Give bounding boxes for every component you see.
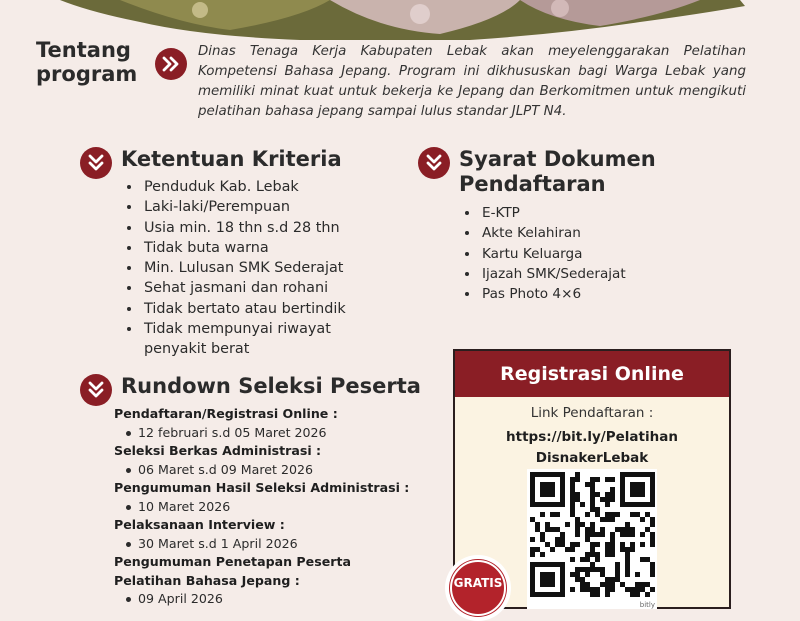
- list-item: • Min. Lulusan SMK Sederajat: [142, 258, 382, 278]
- gratis-badge-text: GRATIS: [450, 560, 506, 616]
- registration-link[interactable]: [455, 427, 729, 469]
- rundown-stage-name: Pengumuman Hasil Seleksi Administrasi :: [114, 480, 410, 495]
- chevron-down-icon: [80, 374, 112, 406]
- list-item: • Kartu Keluarga: [480, 244, 720, 264]
- rundown-stage-name: Pendaftaran/Registrasi Online :: [114, 406, 338, 421]
- qr-brand: bitly: [639, 601, 655, 609]
- rundown-stage-date: 06 Maret s.d 09 Maret 2026: [114, 461, 444, 480]
- rundown-title: Rundown Seleksi Peserta: [121, 374, 421, 398]
- about-title: Tentang program: [36, 38, 138, 86]
- list-item: • Penduduk Kab. Lebak: [142, 177, 382, 197]
- chevron-down-icon: [418, 147, 450, 179]
- header-photo-banner: [0, 0, 800, 42]
- list-item: • Tidak buta warna: [142, 238, 382, 258]
- list-item: • Ijazah SMK/Sederajat: [480, 264, 720, 284]
- rundown-list: [114, 405, 444, 609]
- list-item: • E-KTP: [480, 203, 720, 223]
- rundown-stage-date: 30 Maret s.d 1 April 2026: [114, 535, 444, 554]
- dokumen-title: Syarat Dokumen Pendaftaran: [459, 147, 656, 196]
- qr-code-icon: [527, 469, 657, 609]
- chevron-right-icon: [155, 48, 187, 80]
- list-item: • Tidak mempunyai riwayat penyakit berat: [142, 319, 382, 360]
- dokumen-list: [460, 203, 720, 304]
- list-item: • Pas Photo 4×6: [480, 284, 720, 304]
- rundown-stage-name: Pelaksanaan Interview :: [114, 517, 285, 532]
- kriteria-list: [122, 177, 382, 360]
- chevron-down-icon: [80, 147, 112, 179]
- rundown-stage-name: Seleksi Berkas Administrasi :: [114, 443, 322, 458]
- registration-link-line[interactable]: https://bit.ly/Pelatihan: [506, 429, 678, 445]
- list-item: • Tidak bertato atau bertindik: [142, 299, 382, 319]
- about-text: Dinas Tenaga Kerja Kabupaten Lebak akan meyelenggarakan Pelatihan Kompetensi Bahasa Jepang. Program ini dikhususkan bagi Warga Lebak yang memiliki minat kuat untuk bekerja ke Jepang dan Berkomitmen untuk mengikuti pelatihan bahasa jepang sampai lulus standar JLPT N4.: [198, 44, 746, 119]
- qr-code[interactable]: [527, 469, 657, 609]
- list-item: • Laki-laki/Perempuan: [142, 197, 382, 217]
- rundown-stage-date: 10 Maret 2026: [114, 498, 444, 517]
- list-item: • Usia min. 18 thn s.d 28 thn: [142, 218, 382, 238]
- rundown-stage-date: 09 April 2026: [114, 590, 444, 609]
- list-item: • Akte Kelahiran: [480, 223, 720, 243]
- rundown-stage-name: Pengumuman Penetapan Peserta Pelatihan Bahasa Jepang :: [114, 554, 351, 588]
- gratis-badge: [445, 555, 511, 621]
- registration-title: Registrasi Online: [455, 351, 729, 397]
- registration-link-line[interactable]: DisnakerLebak: [535, 450, 649, 466]
- kriteria-title: Ketentuan Kriteria: [121, 147, 342, 171]
- registration-link-label: Link Pendaftaran :: [530, 405, 654, 421]
- list-item: • Sehat jasmani dan rohani: [142, 278, 382, 298]
- rundown-stage-date: 12 februari s.d 05 Maret 2026: [114, 424, 444, 443]
